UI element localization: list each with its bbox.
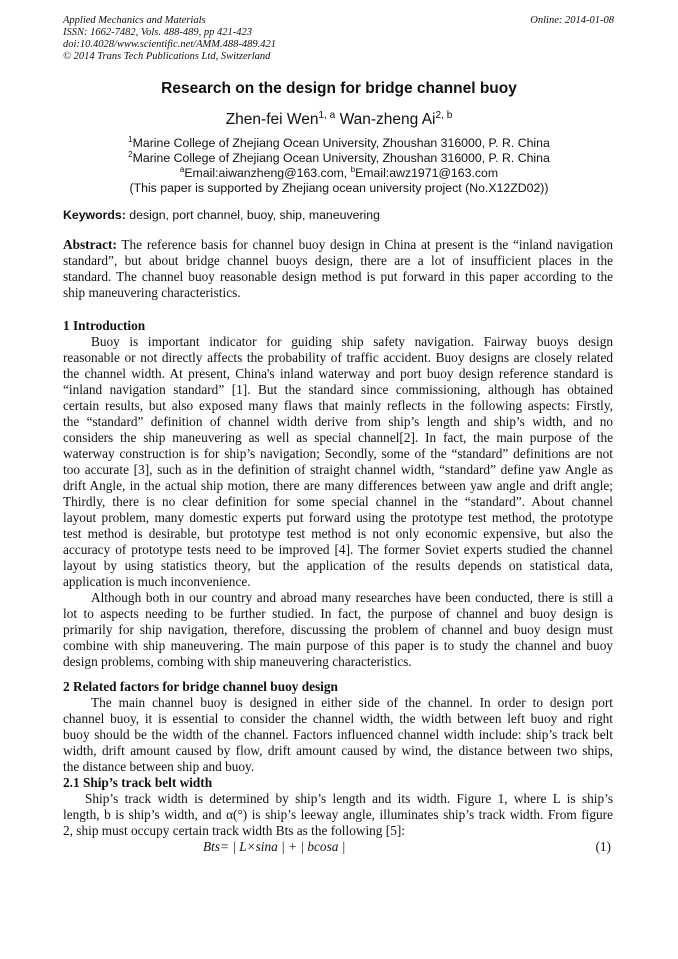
paragraph <box>63 695 613 775</box>
author-sup: 1, a <box>318 109 336 121</box>
email-sup: a <box>179 164 185 174</box>
paper-title: Research on the design for bridge channel buoy <box>161 80 517 97</box>
authors <box>0 111 678 129</box>
doi: doi:10.4028/www.scientific.net/AMM.488-489.421 <box>63 39 276 50</box>
abstract-line: ship maneuvering characteristics. <box>63 285 241 300</box>
copyright: © 2014 Trans Tech Publications Ltd, Switzerland <box>63 51 271 62</box>
text-line: the distance between ship and buoy. <box>63 759 255 774</box>
abstract <box>63 237 613 301</box>
aff-sup: 1 <box>128 134 133 144</box>
text-line: application is much inconvenience. <box>63 574 251 589</box>
online-date: Online: 2014-01-08 <box>530 15 614 26</box>
text-line: buoy should be the width of the channel. Factors influenced channel width include: ship’s track belt <box>63 727 613 742</box>
text-line: lot to aspects needing to be further studied. In fact, the purpose of channel and buoy design is <box>63 606 613 621</box>
text-line: combine with ship maneuvering. The main purpose of this paper is to study the channel and buoy <box>63 638 613 653</box>
email-b: Email:awz1971@163.com <box>355 166 499 180</box>
author: Wan-zheng Ai <box>339 111 436 128</box>
text-line: layout by using statistics theory, but the application of the results depends on statistical data, <box>63 558 613 573</box>
affiliation <box>0 136 678 151</box>
text-line: certain results, but also exposed many flaws that mainly reflects in the following aspects: Firstly, <box>63 398 613 413</box>
section-heading: 1 Introduction <box>63 318 146 333</box>
aff-text: Marine College of Zhejiang Ocean University, Zhoushan 316000, P. R. China <box>132 151 550 165</box>
text-line: reasonable or not directly affects the probability of traffic accident. Buoy designs are closely related <box>63 350 613 365</box>
abstract-label: Abstract: <box>63 237 117 252</box>
equation-1 <box>63 839 613 855</box>
text-line: length, b is ship’s width, and α(°) is ship’s leeway angle, illuminates ship’s track width. From figure <box>63 807 613 822</box>
text-line: drift Angle, in the actual ship motion, there are many differences between yaw angle and drift angle; <box>63 478 613 493</box>
text-line: Buoy is important indicator for guiding ship safety navigation. Fairway buoys design <box>91 334 613 349</box>
aff-text: Marine College of Zhejiang Ocean University, Zhoushan 316000, P. R. China <box>132 136 550 150</box>
section-introduction <box>63 318 613 670</box>
abstract-line: standard”, but about bridge channel buoys design, there are a lot of insufficient places in the <box>63 253 613 268</box>
keywords <box>63 208 380 222</box>
text: The reference basis for channel buoy design in China at present is the “inland navigation <box>116 237 613 252</box>
paragraph <box>63 791 613 839</box>
text-line: waterway construction is for ship’s navigation; Secondly, some of the “standard” definitions are not <box>63 446 613 461</box>
abstract-line: standard. The channel buoy reasonable design method is put forward in this paper according to the <box>63 269 613 284</box>
section-heading: 2 Related factors for bridge channel buoy design <box>63 679 338 694</box>
paragraph <box>63 590 613 670</box>
subsection-heading: 2.1 Ship’s track belt width <box>63 775 213 790</box>
keywords-label: Keywords: <box>63 208 126 222</box>
equation: Bts= | L×sina | + | bcosa | <box>203 839 346 854</box>
text-line: 2, ship must occupy certain track width Bts as the following [5]: <box>63 823 405 838</box>
text-line: Although both in our country and abroad many researches have been conducted, there is still a <box>91 590 613 605</box>
support-note: (This paper is supported by Zhejiang ocean university project (No.X12ZD02)) <box>129 181 549 195</box>
email-a: Email:aiwanzheng@163.com, <box>184 166 351 180</box>
text-line: layout problem, many domestic experts put forward using the prototype test method, the prototype <box>63 510 613 525</box>
emails <box>0 166 678 181</box>
author: Zhen-fei Wen <box>225 111 319 128</box>
text-line: considers the ship maneuvering as well as special channel[2]. In fact, the main purpose of the <box>63 430 613 445</box>
text-line: test method is desirable, but prototype test method is not only economic expensive, but also the <box>63 526 613 541</box>
author-sup: 2, b <box>435 109 453 121</box>
text-line: The main channel buoy is designed in either side of the channel. In order to design port <box>91 695 613 710</box>
text-line: the channel width. At present, China's inland waterway and port buoy design reference standard is <box>63 366 613 381</box>
email-sup: b <box>350 164 356 174</box>
aff-sup: 2 <box>128 149 133 159</box>
text-line: accuracy of prototype tests need to be improved [4]. The former Soviet experts studied the channel <box>63 542 613 557</box>
paragraph <box>63 334 613 590</box>
equation-number: (1) <box>595 839 611 854</box>
text-line: too accurate [3], such as in the definition of straight channel width, “standard” define yaw Angle as <box>63 462 613 477</box>
text-line: “inland navigation standard” [1]. But the standard since commissioning, although has obtained <box>63 382 613 397</box>
text-line: width, drift amount caused by flow, drift amount caused by wind, the distance between two ships, <box>63 743 613 758</box>
text-line: Ship’s track width is determined by ship’s length and its width. Figure 1, where L is ship’s <box>85 791 613 806</box>
text-line: primarily for ship navigation, therefore, discussing the problem of channel and buoy design must <box>63 622 613 637</box>
keywords-text: design, port channel, buoy, ship, maneuvering <box>125 208 380 222</box>
abstract-line <box>63 237 613 253</box>
affiliation <box>0 151 678 166</box>
issn: ISSN: 1662-7482, Vols. 488-489, pp 421-423 <box>63 27 252 38</box>
text-line: Thirdly, there is no clear definition for some special channel in the “standard”. About channel <box>63 494 613 509</box>
text-line: the “standard” definition of channel width derive from ship’s length and ship’s width, and no <box>63 414 613 429</box>
section-related-factors <box>63 679 613 855</box>
text-line: design problems, combing with ship maneuvering characteristics. <box>63 654 412 669</box>
journal-name: Applied Mechanics and Materials <box>63 15 206 26</box>
text-line: channel buoy, it is essential to consider the channel width, the width between left buoy and right <box>63 711 613 726</box>
